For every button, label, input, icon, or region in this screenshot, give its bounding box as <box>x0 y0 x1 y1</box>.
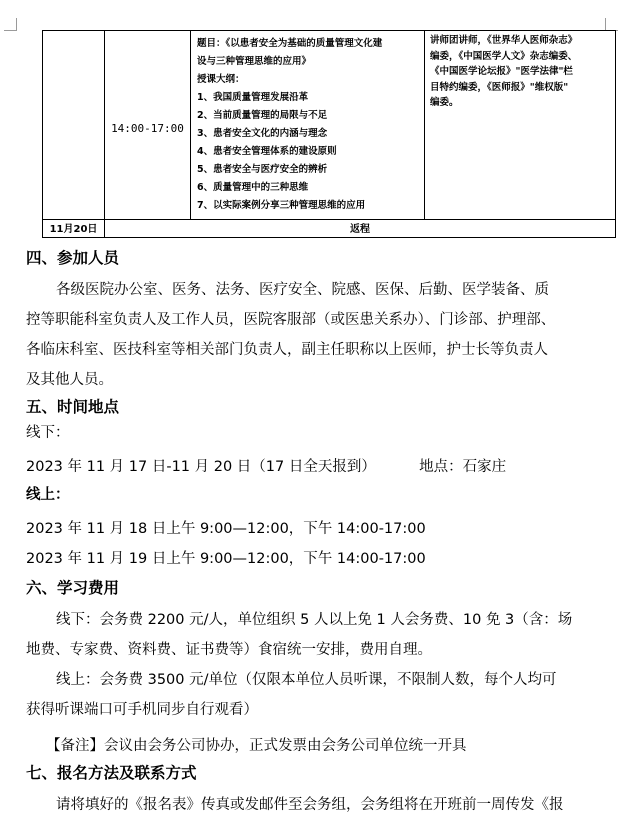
offline-fee-line: 线下：会务费 2200 元/人，单位组织 5 人以上免 1 人会务费、10 免 3（含：场 <box>56 612 573 628</box>
online-fee-line: 获得听课端口可手机同步自行观看） <box>26 702 258 718</box>
registration-line: 请将填好的《报名表》传真或发邮件至会务组，会务组将在开班前一周传发《报 <box>56 797 564 813</box>
outline-item: 1、我国质量管理发展沿革 <box>197 92 309 103</box>
outline-item: 4、患者安全管理体系的建设原则 <box>197 146 337 157</box>
offline-label: 线下： <box>26 425 70 441</box>
page-corner-mark-left <box>4 18 17 31</box>
offline-schedule-line <box>26 452 606 482</box>
schedule-row-afternoon <box>43 31 616 220</box>
course-topic-line: 设与三种管理思维的应用》 <box>197 56 312 67</box>
activity-cell <box>105 220 616 238</box>
section-heading-time-place: 五、时间地点 <box>26 398 120 416</box>
date-cell <box>43 220 105 238</box>
participants-line: 及其他人员。 <box>26 372 113 388</box>
participants-line: 各临床科室、医技科室等相关部门负责人，副主任职称以上医师，护士长等负责人 <box>26 342 548 358</box>
return-activity: 返程 <box>350 224 370 235</box>
online-fee-line: 线上：会务费 3500 元/单位（仅限本单位人员听课，不限制人数，每个人均可 <box>56 672 557 688</box>
online-schedule-line: 2023 年 11 月 19 日上午 9:00—12:00，下午 14:00-17:00 <box>26 551 426 567</box>
speaker-cell <box>425 31 616 220</box>
outline-item: 3、患者安全文化的内涵与理念 <box>197 128 328 139</box>
section-heading-registration: 七、报名方法及联系方式 <box>26 764 197 782</box>
outline-item: 7、以实际案例分享三种管理思维的应用 <box>197 200 366 211</box>
speaker-line: 《中国医学论坛报》"医学法律"栏 <box>430 66 573 77</box>
speaker-line: 目特约编委，《医师报》"维权版" <box>430 81 569 93</box>
participants-line: 控等职能科室负责人及工作人员，医院客服部（或医患关系办）、门诊部、护理部、 <box>26 312 556 328</box>
speaker-line: 编委。 <box>430 97 459 108</box>
online-schedule-line: 2023 年 11 月 18 日上午 9:00—12:00，下午 14:00-17:00 <box>26 521 426 537</box>
document-body <box>26 246 606 820</box>
fee-note: 【备注】会议由会务公司协办，正式发票由会务公司单位统一开具 <box>46 738 467 754</box>
time-cell <box>105 31 191 220</box>
section-heading-fees: 六、学习费用 <box>26 579 120 597</box>
outline-item: 5、患者安全与医疗安全的辨析 <box>197 164 328 175</box>
section-heading-participants: 四、参加人员 <box>26 249 120 267</box>
outline-label: 授课大纲： <box>197 74 245 85</box>
outline-item: 6、质量管理中的三种思维 <box>197 182 309 193</box>
offline-fee-line: 地费、专家费、资料费、证书费等）食宿统一安排，费用自理。 <box>26 642 432 658</box>
participants-line: 各级医院办公室、医务、法务、医疗安全、院感、医保、后勤、医学装备、质 <box>56 282 549 298</box>
speaker-line: 编委，《中国医学人文》杂志编委、 <box>430 50 578 62</box>
outline-item: 2、当前质量管理的局限与不足 <box>197 110 328 121</box>
speaker-line: 讲师团讲师，《世界华人医师杂志》 <box>430 35 578 46</box>
course-content-cell <box>191 31 425 220</box>
schedule-table <box>42 30 616 238</box>
offline-date-text: 2023 年 11 月 17 日-11 月 20 日（17 日全天报到） <box>26 459 376 475</box>
schedule-row-return <box>43 220 616 238</box>
session-time: 14:00-17:00 <box>111 122 184 135</box>
location-text: 地点：石家庄 <box>419 459 507 475</box>
online-label: 线上： <box>26 487 70 503</box>
date-cell-empty <box>43 31 105 220</box>
final-date: 11月20日 <box>49 224 98 235</box>
course-topic-line: 题目：《以患者安全为基础的质量管理文化建 <box>197 38 383 49</box>
